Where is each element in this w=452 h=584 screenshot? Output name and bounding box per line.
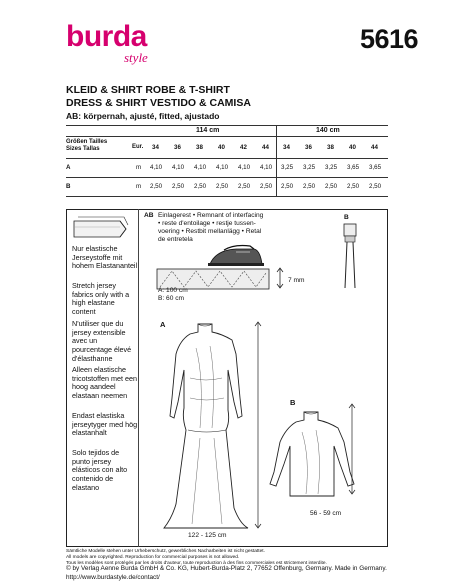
interfacing-height: 7 mm xyxy=(288,277,305,284)
garment-b-label: B xyxy=(290,398,296,407)
table-cell: 2,50 xyxy=(347,183,360,190)
panel-divider xyxy=(138,209,139,547)
footer-url[interactable]: http://www.burdastyle.de/contact/ xyxy=(66,574,160,581)
table-cell: 2,50 xyxy=(150,183,163,190)
table-cell: 2,50 xyxy=(281,183,294,190)
table-cell: 2,50 xyxy=(172,183,185,190)
fabric-width-140: 140 cm xyxy=(316,127,340,134)
size-eur: Eur. xyxy=(132,144,144,150)
height-arrow-icon xyxy=(274,266,286,292)
dress-illustration xyxy=(150,318,264,540)
dress-length: 122 - 125 cm xyxy=(188,532,227,539)
shirt-length-arrow-icon xyxy=(346,400,358,500)
footer-line-1: Sämtliche Modelle stehen unter Urheberschutz, gewerbliches Nacharbeiten ist nicht gestattet. xyxy=(66,549,265,554)
table-cell: 4,10 xyxy=(172,164,185,171)
size-cell: 34 xyxy=(152,144,159,151)
shirt-length: 56 - 59 cm xyxy=(310,510,342,517)
size-cell: 40 xyxy=(349,144,356,151)
size-cell: 38 xyxy=(196,144,203,151)
footer-line-2: All models are copyrighted. Reproduction for commercial purposes is not allowed. xyxy=(66,555,240,560)
size-cell: 34 xyxy=(283,144,290,151)
fabric-note-es: Solo tejidos de punto jersey elásticos con alto contenido de elastano xyxy=(72,448,128,492)
garment-a-label: A xyxy=(160,320,166,329)
table-cell: 2,50 xyxy=(238,183,251,190)
table-cell: 3,25 xyxy=(325,164,338,171)
fabric-width-114: 114 cm xyxy=(196,127,220,134)
table-cell: 4,10 xyxy=(260,164,273,171)
table-cell: 4,10 xyxy=(238,164,251,171)
size-cell: 36 xyxy=(174,144,181,151)
size-cell: 42 xyxy=(240,144,247,151)
row-unit: m xyxy=(136,164,142,171)
footer-line-3: Tous les modèles sont protégés par les droits d'auteur, toute reproduction à des fins commerciales est strictement interdite. xyxy=(66,561,327,566)
table-cell: 3,65 xyxy=(369,164,382,171)
brand-logo: burda xyxy=(66,20,147,53)
table-rule xyxy=(66,125,388,126)
iron-icon xyxy=(206,244,264,268)
table-rule xyxy=(66,136,388,137)
size-cell: 44 xyxy=(262,144,269,151)
size-cell: 40 xyxy=(218,144,225,151)
interfacing-line-2: • reste d'entoilage • restje tussen- xyxy=(158,220,256,227)
table-cell: 2,50 xyxy=(303,183,316,190)
interfacing-size-a: A: 100 cm xyxy=(158,287,188,294)
title-line-2: DRESS & SHIRT VESTIDO & CAMISA xyxy=(66,97,251,109)
interfacing-line-1: Einlagerest • Remnant of interfacing xyxy=(158,212,264,219)
table-rule xyxy=(66,177,388,178)
table-cell: 3,65 xyxy=(347,164,360,171)
table-cell: 2,50 xyxy=(325,183,338,190)
fabric-note-fr: N'utiliser que du jersey extensible avec un pourcentage élevé d'élasthanne xyxy=(72,319,132,363)
needle-label: B xyxy=(344,214,349,221)
row-label: A xyxy=(66,164,71,171)
fabric-note-en: Stretch jersey fabrics only with a high elastane content xyxy=(72,281,130,317)
table-cell: 2,50 xyxy=(216,183,229,190)
folded-fabric-icon xyxy=(72,215,132,243)
size-label-de-fr: Größen Tailles xyxy=(66,139,108,145)
title-line-1: KLEID & SHIRT ROBE & T-SHIRT xyxy=(66,84,230,96)
fabric-note-sv: Endast elastiska jerseytyger med hög elastanhalt xyxy=(72,411,138,438)
table-cell: 3,25 xyxy=(303,164,316,171)
table-cell: 2,50 xyxy=(369,183,382,190)
table-cell: 3,25 xyxy=(281,164,294,171)
interfacing-line-4: de entretela xyxy=(158,236,193,243)
size-cell: 38 xyxy=(327,144,334,151)
row-unit: m xyxy=(136,183,142,190)
table-cell: 2,50 xyxy=(194,183,207,190)
table-cell: 4,10 xyxy=(194,164,207,171)
interfacing-size-b: B: 60 cm xyxy=(158,295,185,302)
brand-logo-sub: style xyxy=(124,50,148,65)
size-cell: 36 xyxy=(305,144,312,151)
size-label-en-es: Sizes Tallas xyxy=(66,146,100,152)
table-cell: 2,50 xyxy=(260,183,273,190)
fabric-note-nl: Alleen elastische tricotstoffen met een hoog aandeel elastaan neemen xyxy=(72,365,137,401)
interfacing-tag: AB xyxy=(144,212,154,219)
row-label: B xyxy=(66,183,71,190)
table-rule xyxy=(66,158,388,159)
table-cell: 4,10 xyxy=(216,164,229,171)
interfacing-line-3: voering • Restbit mellanlägg • Retal xyxy=(158,228,262,235)
pattern-number: 5616 xyxy=(360,24,419,54)
table-rule xyxy=(66,196,388,197)
table-cell: 4,10 xyxy=(150,164,163,171)
fabric-note-de: Nur elastische Jerseystoffe mit hohem Elastananteil xyxy=(72,244,138,271)
fit-subtitle: AB: körpernah, ajusté, fitted, ajustado xyxy=(66,111,220,121)
footer-copyright: © by Verlag Aenne Burda GmbH & Co. KG, Hubert-Burda-Platz 2, 77652 Offenburg, Germany. Made in Germany. xyxy=(66,565,387,572)
size-cell: 44 xyxy=(371,144,378,151)
table-divider xyxy=(276,125,277,196)
twin-needle-icon xyxy=(338,222,362,292)
